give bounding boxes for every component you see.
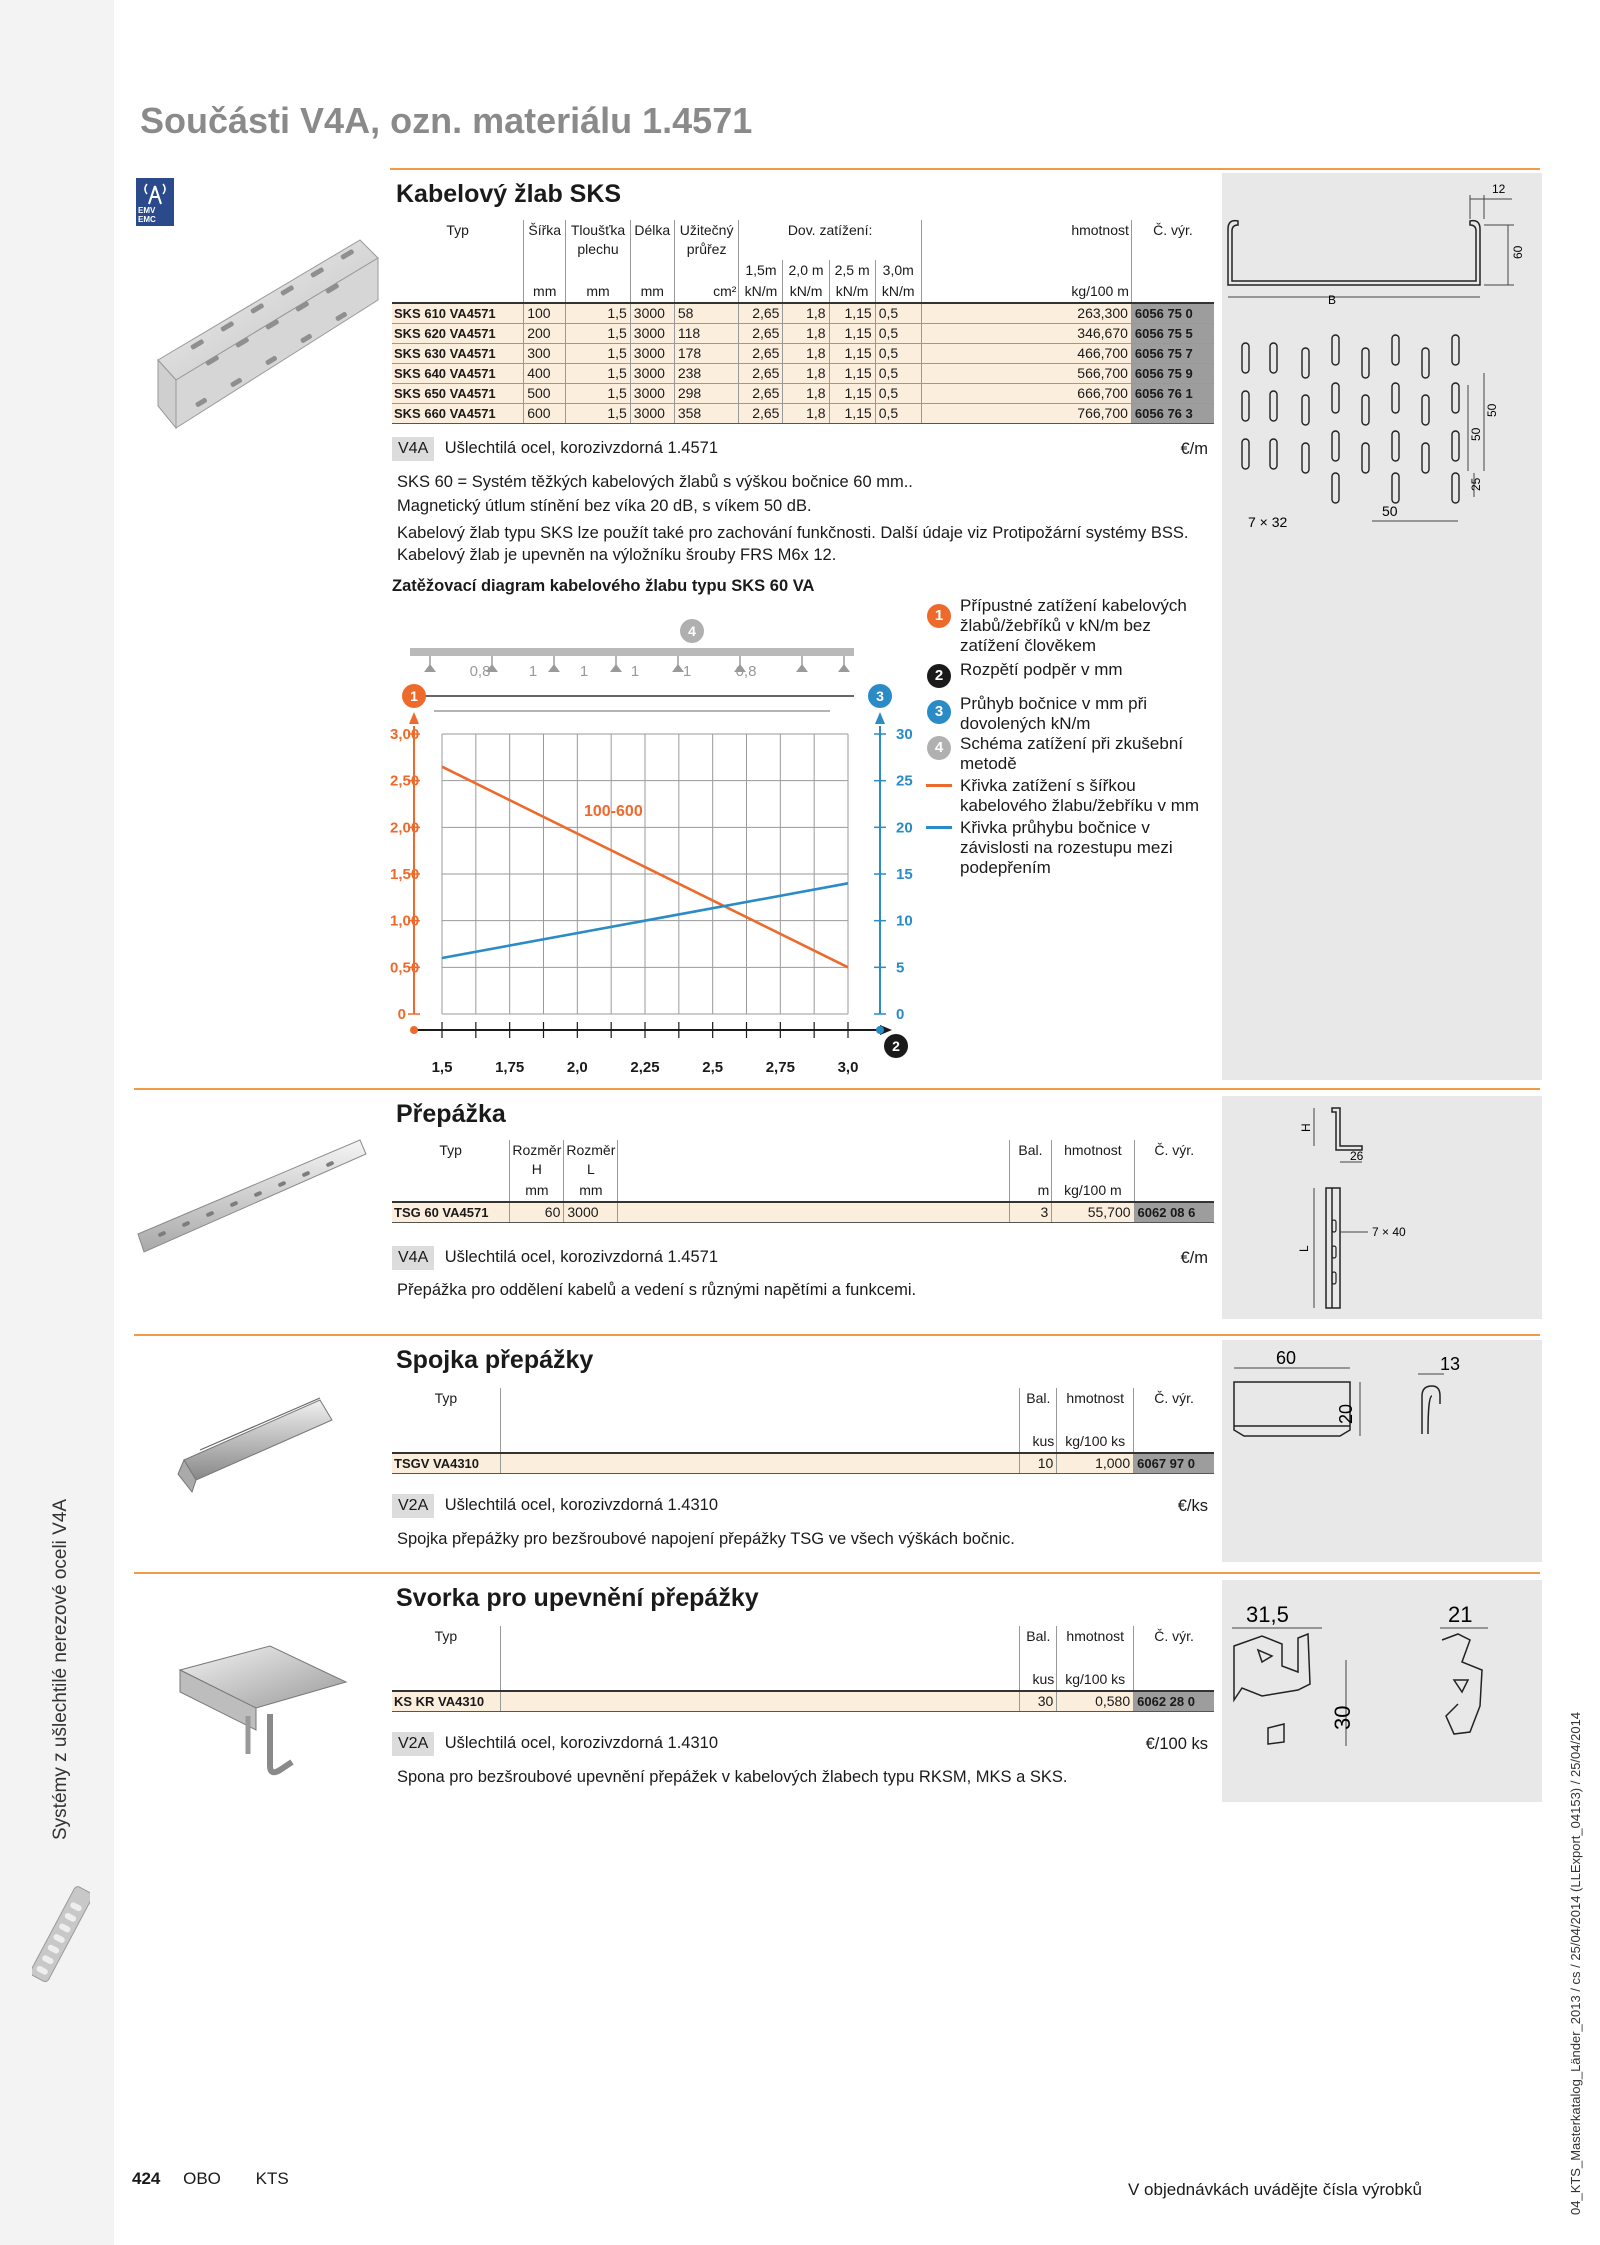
cell-tl: 1,5: [566, 324, 631, 344]
col-hmotnost: hmotnost: [1057, 1626, 1134, 1647]
y-right-tick-label: 25: [896, 772, 913, 790]
dim-B: B: [1328, 293, 1337, 307]
cell-delka: 3000: [630, 324, 674, 344]
cell-prurez: 298: [674, 384, 739, 404]
cell-z1: 2,65: [739, 384, 783, 404]
sks-technical-drawing: [1222, 173, 1542, 553]
cell-delka: 3000: [630, 384, 674, 404]
tsg-product-image: [134, 1130, 374, 1260]
x-tick-label: 1,75: [495, 1059, 525, 1076]
material-text: Ušlechtilá ocel, korozivzdorná 1.4571: [444, 1248, 719, 1266]
beam-span-label: 0,8: [469, 663, 491, 680]
price-unit: €/m: [1180, 440, 1208, 458]
dim-H: H: [1299, 1123, 1313, 1132]
section-divider-sks: [390, 168, 1540, 170]
cell-tl: 1,5: [566, 344, 631, 364]
section-divider-kskr: [134, 1572, 1540, 1574]
x-tick-label: 2,75: [765, 1059, 795, 1076]
cell-tl: 1,5: [566, 364, 631, 384]
cell-typ: TSGV VA4310: [392, 1453, 500, 1474]
legend-text-3: Průhyb bočnice v mm při dovolených kN/m: [960, 694, 1148, 733]
col-hmotnost: hmotnost: [921, 220, 1131, 260]
legend-text-4: Schéma zatížení při zkušební metodě: [960, 734, 1184, 773]
cell-prurez: 118: [674, 324, 739, 344]
col-cvyr: Č. výr.: [1134, 1388, 1214, 1409]
cell-order-number: 6062 28 0: [1134, 1691, 1214, 1712]
cell-hm: 766,700: [921, 404, 1131, 424]
cell-bal: 10: [1020, 1453, 1057, 1474]
col-z2: 2,0 m: [783, 260, 829, 281]
price-unit: €/ks: [1177, 1497, 1208, 1515]
cell-hm: 346,670: [921, 324, 1131, 344]
legend-badge-3: 3: [927, 700, 951, 724]
marker-2-label: 2: [892, 1038, 900, 1054]
y-axis-left-arrow: [409, 712, 419, 724]
y-left-tick-label: 0,50: [390, 959, 420, 977]
cell-z1: 2,65: [739, 364, 783, 384]
sks-table: [392, 220, 1214, 424]
material-code: V4A: [392, 1246, 434, 1270]
y-left-tick-label: 2,50: [390, 772, 420, 790]
cell-delka: 3000: [630, 303, 674, 324]
table-row: [392, 384, 1214, 404]
sks-description: [397, 470, 1207, 566]
sks-desc-2: Magnetický útlum stínění bez víka 20 dB, s víkem 50 dB.: [397, 497, 812, 515]
sks-product-image: [150, 230, 380, 440]
kskr-title: Svorka pro upevnění přepážky: [396, 1584, 759, 1612]
col-cvyr: Č. výr.: [1131, 220, 1214, 260]
x-tick-label: 2,0: [566, 1059, 588, 1076]
cell-z2: 1,8: [783, 404, 829, 424]
tsg-title: Přepážka: [396, 1100, 506, 1128]
table-row: [392, 303, 1214, 324]
table-row: [392, 1691, 1214, 1712]
cell-z3: 1,15: [829, 384, 875, 404]
legend-text-6: Křivka průhybu bočnice v závislosti na rozestupu mezi podepřením: [960, 818, 1173, 877]
table-row: [392, 364, 1214, 384]
dim-50c: 50: [1382, 503, 1398, 519]
unit-bal: m: [1009, 1180, 1052, 1202]
kskr-material-line: [392, 1732, 1208, 1756]
cell-z4: 0,5: [875, 303, 921, 324]
col-bal: Bal.: [1009, 1140, 1052, 1180]
cell-typ: SKS 620 VA4571: [392, 324, 524, 344]
cell-z4: 0,5: [875, 364, 921, 384]
tsgv-table: [392, 1388, 1214, 1474]
sks-title: Kabelový žlab SKS: [396, 180, 622, 208]
tsg-material-line: [392, 1246, 1208, 1270]
side-label: Systémy z ušlechtilé nerezové oceli V4A: [50, 1498, 71, 1840]
legend-text-1: Přípustné zatížení kabelových žlabů/žebříků v kN/m bez zatížení člověkem: [960, 596, 1187, 655]
tsgv-product-image: [170, 1380, 350, 1500]
cell-prurez: 358: [674, 404, 739, 424]
cell-order-number: 6067 97 0: [1134, 1453, 1214, 1474]
cell-tl: 1,5: [566, 384, 631, 404]
x-tick-label: 2,5: [702, 1059, 724, 1076]
cell-order-number: 6056 75 0: [1131, 303, 1214, 324]
load-scheme-beam: [410, 648, 854, 656]
material-code: V4A: [392, 437, 434, 461]
cell-sirka: 100: [524, 303, 566, 324]
y-right-tick-label: 20: [896, 819, 913, 837]
sks-material-line: [392, 437, 1208, 461]
footer-section: KTS: [255, 2169, 289, 2188]
beam-span-label: 1: [528, 663, 538, 680]
cell-hm: 1,000: [1057, 1453, 1134, 1474]
unit-prurez: cm²: [674, 281, 739, 303]
cell-z1: 2,65: [739, 324, 783, 344]
unit-delka: mm: [630, 281, 674, 303]
col-bal: Bal.: [1020, 1388, 1057, 1409]
cell-sirka: 600: [524, 404, 566, 424]
material-text: Ušlechtilá ocel, korozivzdorná 1.4310: [444, 1496, 719, 1514]
kskr-description: Spona pro bezšroubové upevnění přepážek v kabelových žlabech typu RKSM, MKS a SKS.: [397, 1768, 1068, 1786]
cell-bal: 30: [1020, 1691, 1057, 1712]
dim-26: 26: [1350, 1149, 1364, 1163]
unit-hmotnost: kg/100 m: [921, 281, 1131, 303]
antenna-icon: [136, 180, 174, 206]
page-number: 424: [132, 2169, 161, 2188]
kskr-product-image: [170, 1630, 360, 1780]
table-row: [392, 1453, 1214, 1474]
y-right-tick-label: 10: [896, 912, 913, 930]
col-typ: Typ: [434, 1628, 458, 1644]
marker-1-label: 1: [410, 688, 418, 704]
emv-label: EMV: [138, 206, 156, 215]
legend-text-5: Křivka zatížení s šířkou kabelového žlabu/žebříku v mm: [960, 776, 1200, 815]
dim-20: 20: [1336, 1403, 1356, 1424]
cell-z2: 1,8: [783, 384, 829, 404]
tsgv-material-line: [392, 1494, 1208, 1518]
tsgv-technical-drawing: [1222, 1340, 1542, 1562]
tsgv-title: Spojka přepážky: [396, 1346, 594, 1374]
x-tick-label: 1,5: [431, 1059, 453, 1076]
col-sirka: Šířka: [524, 220, 566, 260]
kskr-table: [392, 1626, 1214, 1712]
cell-hm: 466,700: [921, 344, 1131, 364]
cell-order-number: 6056 76 3: [1131, 404, 1214, 424]
cell-prurez: 178: [674, 344, 739, 364]
cell-z3: 1,15: [829, 303, 875, 324]
sks-desc-1: SKS 60 = Systém těžkých kabelových žlabů s výškou bočnice 60 mm..: [397, 473, 913, 491]
cell-delka: 3000: [630, 344, 674, 364]
cell-typ: SKS 640 VA4571: [392, 364, 524, 384]
cell-z1: 2,65: [739, 303, 783, 324]
footer-brand: OBO: [183, 2169, 221, 2188]
cell-order-number: 6056 76 1: [1131, 384, 1214, 404]
dim-21: 21: [1448, 1602, 1473, 1627]
y-right-tick-label: 0: [896, 1006, 905, 1023]
diagram-legend: [924, 596, 1214, 880]
dim-60: 60: [1511, 245, 1525, 259]
section-divider-tsgv: [134, 1334, 1540, 1336]
cell-hm: 0,580: [1057, 1691, 1134, 1712]
marker-3-label: 3: [876, 688, 884, 704]
cell-hm: 55,700: [1052, 1202, 1134, 1223]
cell-z3: 1,15: [829, 324, 875, 344]
col-typ: Typ: [439, 1142, 462, 1158]
col-rozmer-l: Rozměr L: [564, 1140, 618, 1180]
y-right-tick-label: 15: [896, 866, 913, 883]
col-tloustka: Tloušťka plechu: [566, 220, 631, 260]
side-thumbnail-image: [32, 1870, 90, 2000]
col-z3: 2,5 m: [829, 260, 875, 281]
unit-h: mm: [510, 1180, 564, 1202]
cell-order-number: 6056 75 5: [1131, 324, 1214, 344]
cell-tl: 1,5: [566, 303, 631, 324]
x-axis-origin-dot: [410, 1026, 418, 1034]
beam-span-label: 1: [630, 663, 640, 680]
y-axis-right-arrow: [875, 712, 885, 724]
material-code: V2A: [392, 1732, 434, 1756]
cell-z4: 0,5: [875, 404, 921, 424]
marker-4-label: 4: [688, 623, 696, 639]
diagram-title: Zatěžovací diagram kabelového žlabu typu SKS 60 VA: [392, 577, 815, 595]
cell-z4: 0,5: [875, 384, 921, 404]
x-axis-end-dot: [876, 1026, 884, 1034]
unit-bal: kus: [1020, 1431, 1057, 1453]
cell-l: 3000: [564, 1202, 618, 1223]
legend-badge-4: 4: [927, 736, 951, 760]
material-code: V2A: [392, 1494, 434, 1518]
cell-hm: 666,700: [921, 384, 1131, 404]
tsgv-description: Spojka přepážky pro bezšroubové napojení přepážky TSG ve všech výškách bočnic.: [397, 1530, 1015, 1548]
cell-prurez: 58: [674, 303, 739, 324]
x-tick-label: 2,25: [630, 1059, 660, 1076]
unit-hm: kg/100 m: [1052, 1180, 1134, 1202]
cell-typ: SKS 650 VA4571: [392, 384, 524, 404]
y-left-tick-label: 2,00: [390, 819, 420, 837]
section-divider-tsg: [134, 1088, 1540, 1090]
cell-z1: 2,65: [739, 344, 783, 364]
cell-tl: 1,5: [566, 404, 631, 424]
x-tick-label: 3,0: [837, 1059, 859, 1076]
y-left-tick-label: 1,50: [390, 866, 420, 883]
cell-sirka: 300: [524, 344, 566, 364]
legend-badge-2: 2: [927, 664, 951, 688]
cell-typ: SKS 660 VA4571: [392, 404, 524, 424]
cell-bal: 3: [1009, 1202, 1052, 1223]
sks-desc-3: Kabelový žlab typu SKS lze použít také pro zachování funkčnosti. Další údaje viz Protipožární systémy BSS. Kabelový žlab je upevněn na výložníku šrouby FRS M6x 12.: [397, 524, 1189, 564]
cell-z4: 0,5: [875, 324, 921, 344]
dim-13: 13: [1440, 1354, 1461, 1374]
cell-z2: 1,8: [783, 324, 829, 344]
unit-l: mm: [564, 1180, 618, 1202]
unit-z4: kN/m: [875, 281, 921, 303]
cell-prurez: 238: [674, 364, 739, 384]
cell-hm: 263,300: [921, 303, 1131, 324]
table-row: [392, 344, 1214, 364]
tsg-table: [392, 1140, 1214, 1223]
unit-z1: kN/m: [739, 281, 783, 303]
emv-emc-logo: [136, 178, 174, 226]
dim-7x32: 7 × 32: [1248, 514, 1288, 530]
legend-badge-1: 1: [927, 604, 951, 628]
col-bal: Bal.: [1020, 1626, 1057, 1647]
cell-sirka: 200: [524, 324, 566, 344]
emc-label: EMC: [138, 215, 156, 224]
beam-span-label: 0,8: [735, 663, 757, 680]
unit-hm: kg/100 ks: [1057, 1431, 1134, 1453]
unit-hm: kg/100 ks: [1057, 1669, 1134, 1691]
col-z1: 1,5m: [739, 260, 783, 281]
col-cvyr: Č. výr.: [1134, 1140, 1214, 1180]
kskr-technical-drawing: [1222, 1580, 1542, 1802]
cell-z3: 1,15: [829, 364, 875, 384]
cell-typ: SKS 630 VA4571: [392, 344, 524, 364]
col-uzitecny: Užitečný průřez: [674, 220, 739, 260]
cell-order-number: 6056 75 9: [1131, 364, 1214, 384]
legend-line-orange: [926, 784, 952, 787]
unit-tloustka: mm: [566, 281, 631, 303]
tsg-technical-drawing: [1222, 1096, 1542, 1319]
table-row: [392, 404, 1214, 424]
cell-h: 60: [510, 1202, 564, 1223]
dim-31-5: 31,5: [1246, 1602, 1289, 1627]
cell-hm: 566,700: [921, 364, 1131, 384]
y-right-tick-label: 30: [896, 726, 913, 743]
right-margin-label: 04_KTS_Masterkatalog_Länder_2013 / cs / 25/04/2014 (LLExport_04153) / 25/04/2014: [1568, 1711, 1583, 2215]
cell-order-number: 6062 08 6: [1134, 1202, 1214, 1223]
cell-z3: 1,15: [829, 344, 875, 364]
page-title: Součásti V4A, ozn. materiálu 1.4571: [140, 100, 753, 141]
cell-z3: 1,15: [829, 404, 875, 424]
cell-typ: TSG 60 VA4571: [392, 1202, 510, 1223]
cell-z4: 0,5: [875, 344, 921, 364]
unit-z3: kN/m: [829, 281, 875, 303]
cell-z1: 2,65: [739, 404, 783, 424]
col-hmotnost: hmotnost: [1057, 1388, 1134, 1409]
cell-z2: 1,8: [783, 364, 829, 384]
dim-12: 12: [1492, 182, 1506, 196]
col-zatizeni: [739, 220, 921, 260]
col-delka: Délka: [630, 220, 674, 260]
y-right-tick-label: 5: [896, 959, 905, 977]
cell-order-number: 6056 75 7: [1131, 344, 1214, 364]
price-unit: €/m: [1180, 1249, 1208, 1267]
unit-bal: kus: [1020, 1669, 1057, 1691]
cell-sirka: 400: [524, 364, 566, 384]
dim-50a: 50: [1469, 427, 1483, 441]
beam-span-label: 1: [579, 663, 589, 680]
cell-sirka: 500: [524, 384, 566, 404]
unit-z2: kN/m: [783, 281, 829, 303]
unit-sirka: mm: [524, 281, 566, 303]
col-cvyr: Č. výr.: [1134, 1626, 1214, 1647]
material-text: Ušlechtilá ocel, korozivzdorná 1.4310: [444, 1734, 719, 1752]
table-row: [392, 1202, 1214, 1223]
legend-line-blue: [926, 826, 952, 829]
footer-note: V objednávkách uvádějte čísla výrobků: [1128, 2180, 1422, 2199]
col-typ: Typ: [434, 1390, 458, 1406]
tsg-description: Přepážka pro oddělení kabelů a vedení s různými napětími a funkcemi.: [397, 1281, 917, 1299]
cell-typ: SKS 610 VA4571: [392, 303, 524, 324]
cell-delka: 3000: [630, 364, 674, 384]
legend-text-2: Rozpětí podpěr v mm: [960, 660, 1123, 679]
col-hmotnost: hmotnost: [1052, 1140, 1134, 1180]
beam-span-label: 1: [682, 663, 692, 680]
y-left-tick-label: 1,00: [390, 912, 420, 930]
col-rozmer-h: Rozměr H: [510, 1140, 564, 1180]
dim-60: 60: [1276, 1348, 1297, 1368]
footer-left: [132, 2169, 289, 2189]
cell-delka: 3000: [630, 404, 674, 424]
col-z4: 3,0m: [875, 260, 921, 281]
material-text: Ušlechtilá ocel, korozivzdorná 1.4571: [444, 439, 719, 457]
cell-z2: 1,8: [783, 344, 829, 364]
series-label-load: 100-600: [584, 803, 643, 820]
load-diagram-chart: [384, 596, 914, 1086]
col-typ: Typ: [446, 222, 469, 238]
col-zatizeni-label: Dov. zatížení:: [787, 222, 873, 238]
cell-typ: KS KR VA4310: [392, 1691, 500, 1712]
dim-L: L: [1297, 1245, 1311, 1252]
price-unit: €/100 ks: [1145, 1735, 1208, 1753]
cell-z2: 1,8: [783, 303, 829, 324]
dim-7x40: 7 × 40: [1372, 1225, 1406, 1239]
dim-30: 30: [1330, 1705, 1355, 1730]
dim-50b: 50: [1485, 403, 1499, 417]
y-left-tick-label: 3,00: [390, 726, 420, 743]
dim-25: 25: [1469, 477, 1483, 491]
y-left-tick-label: 0: [397, 1006, 406, 1023]
table-row: [392, 324, 1214, 344]
